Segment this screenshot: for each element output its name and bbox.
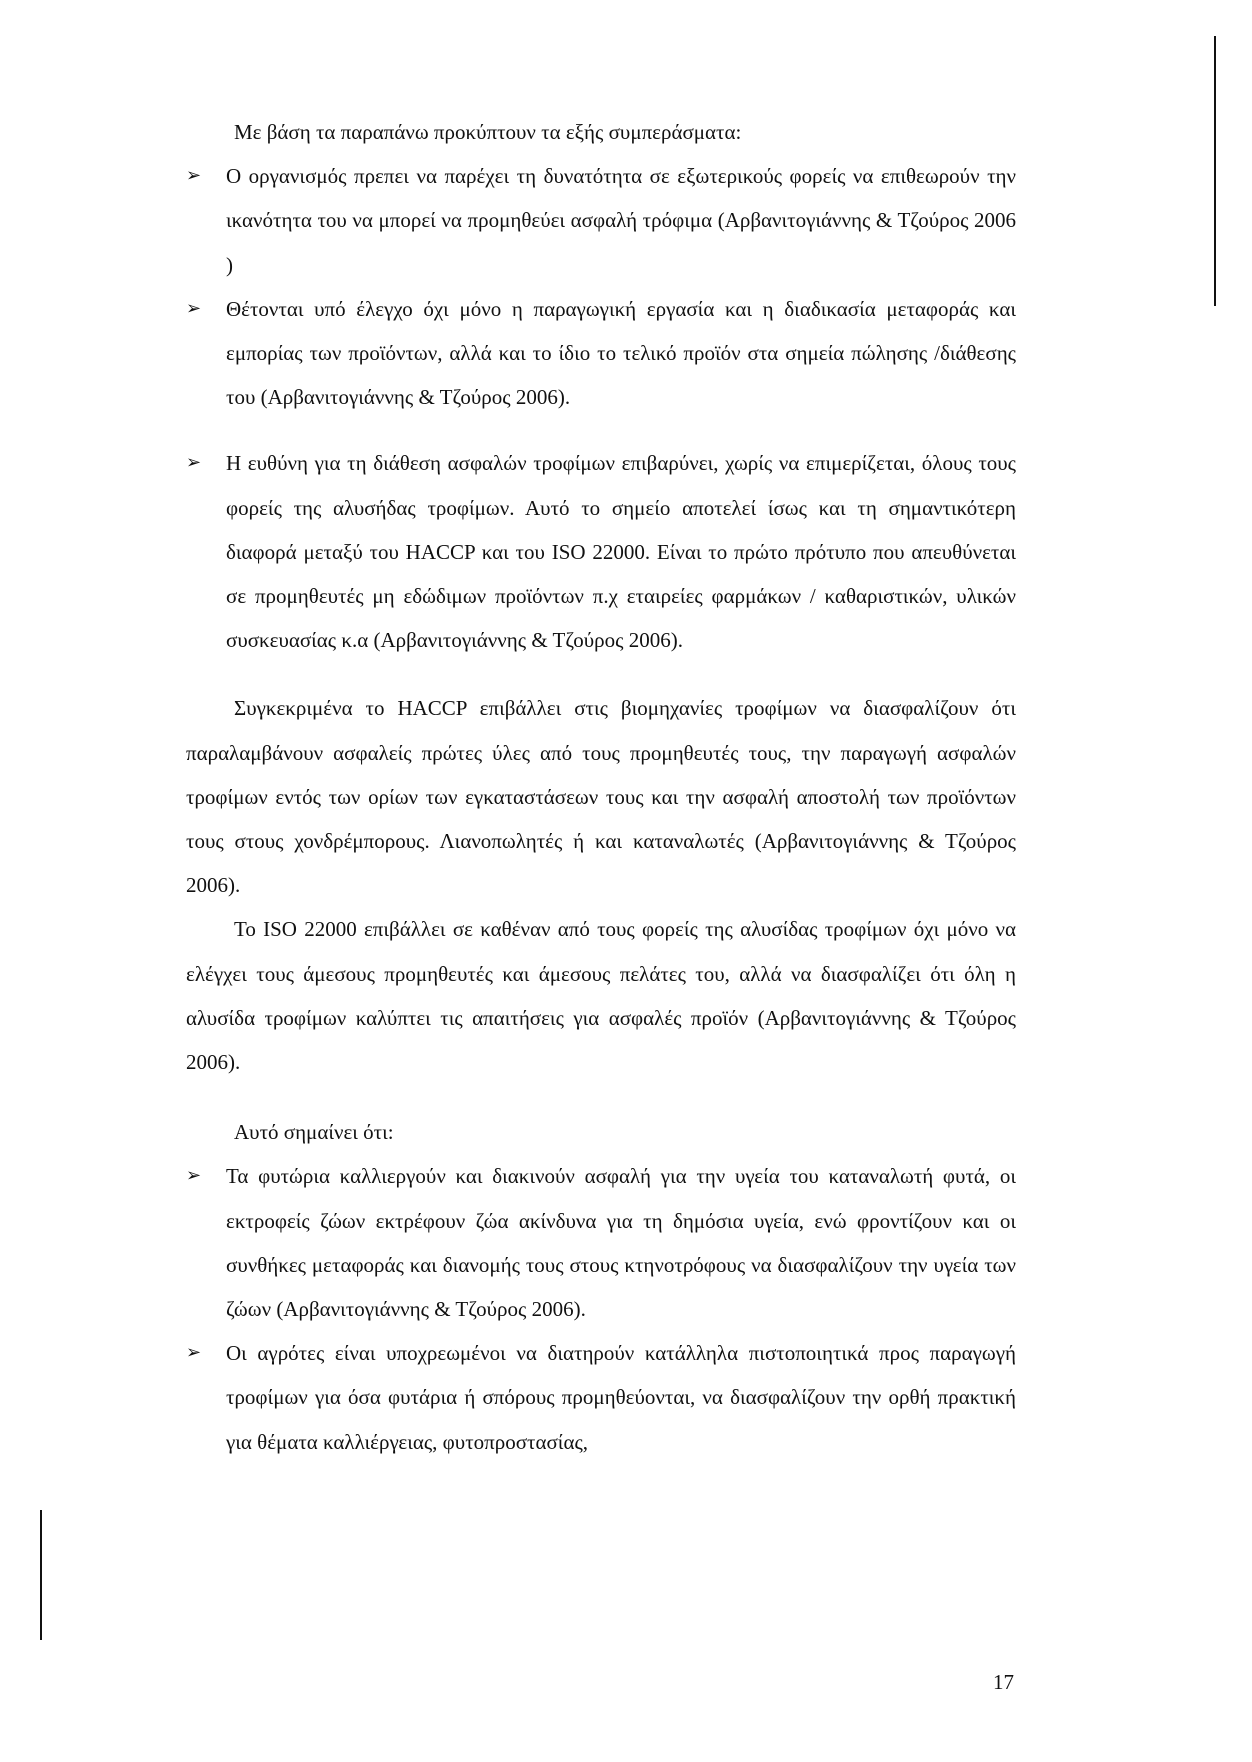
intro-line-conclusions: Με βάση τα παραπάνω προκύπτουν τα εξής συμπεράσματα: bbox=[234, 120, 742, 144]
arrow-bullet-icon: ➢ bbox=[186, 165, 202, 187]
bullet-text: Θέτονται υπό έλεγχο όχι μόνο η παραγωγική εργασία και η διαδικασία μεταφοράς και εμπορίας των προϊόντων, αλλά και το ίδιο το τελικό προϊόν στα σημεία πώλησης /διάθεσης του (Αρβανιτογιάννης & Τζούρος 2006). bbox=[226, 296, 1016, 410]
intro-line-meaning: Αυτό σημαίνει ότι: bbox=[234, 1120, 394, 1145]
bullet-item bbox=[186, 154, 1016, 287]
bullet-text: Η ευθύνη για τη διάθεση ασφαλών τροφίμων επιβαρύνει, χωρίς να επιμερίζεται, όλους τους φορείς της αλυσήδας τροφίμων. Αυτό το σημείο αποτελεί ίσως και τη σημαντικότερη διαφορά μεταξύ του HACCP και του ISO 22000. Είναι το πρώτο πρότυπο που απευθύνεται σε προμηθευτές μη εδώδιμων προϊόντων π.χ εταιρείες φαρμάκων / καθαριστικών, υλικών συσκευασίας κ.α (Αρβανιτογιάννης & Τζούρος 2006). bbox=[226, 451, 1016, 653]
bullet-item bbox=[186, 441, 1016, 662]
page-body bbox=[186, 110, 1016, 1464]
arrow-bullet-icon: ➢ bbox=[186, 1165, 202, 1187]
bullet-item bbox=[186, 287, 1016, 420]
page-number: 17 bbox=[993, 1670, 1014, 1694]
arrow-bullet-icon: ➢ bbox=[186, 1342, 202, 1364]
bullet-item bbox=[186, 1154, 1016, 1331]
bullet-text: Οι αγρότες είναι υποχρεωμένοι να διατηρούν κατάλληλα πιστοποιητικά προς παραγωγή τροφίμων για όσα φυτάρια ή σπόρους προμηθεύονται, να διασφαλίζουν την ορθή πρακτική για θέματα καλλιέργειας, φυτοπροστασίας, bbox=[226, 1341, 1016, 1454]
scan-edge-line-left bbox=[40, 1510, 42, 1640]
bullet-text: Ο οργανισμός πρεπει να παρέχει τη δυνατότητα σε εξωτερικούς φορείς να επιθεωρούν την ικανότητα του να μπορεί να προμηθεύει ασφαλή τρόφιμα (Αρβανιτογιάννης & Τζούρος 2006 ) bbox=[226, 164, 1016, 277]
scan-edge-line-right bbox=[1214, 36, 1216, 306]
paragraph-iso: Το ISO 22000 επιβάλλει σε καθέναν από τους φορείς της αλυσίδας τροφίμων όχι μόνο να ελέγχει τους άμεσους προμηθευτές και άμεσους πελάτες του, αλλά να διασφαλίζει ότι όλη η αλυσίδα τροφίμων καλύπτει τις απαιτήσεις για ασφαλές προϊόν (Αρβανιτογιάννης & Τζούρος 2006). bbox=[186, 917, 1016, 1075]
arrow-bullet-icon: ➢ bbox=[186, 297, 202, 319]
arrow-bullet-icon: ➢ bbox=[186, 452, 202, 474]
bullet-item bbox=[186, 1331, 1016, 1464]
bullet-text: Τα φυτώρια καλλιεργούν και διακινούν ασφαλή για την υγεία του καταναλωτή φυτά, οι εκτροφείς ζώων εκτρέφουν ζώα ακίνδυνα για τη δημόσια υγεία, ενώ φροντίζουν και οι συνθήκες μεταφοράς και διανομής τους στους κτηνοτρόφους να διασφαλίζουν την υγεία των ζώων (Αρβανιτογιάννης & Τζούρος 2006). bbox=[226, 1164, 1016, 1322]
paragraph-haccp: Συγκεκριμένα το HACCP επιβάλλει στις βιομηχανίες τροφίμων να διασφαλίζουν ότι παραλαμβάνουν ασφαλείς πρώτες ύλες από τους προμηθευτές τους, την παραγωγή ασφαλών τροφίμων εντός των ορίων των εγκαταστάσεων τους και την ασφαλή αποστολή των προϊόντων τους στους χονδρέμπορους. Λιανοπωλητές ή και καταναλωτές (Αρβανιτογιάννης & Τζούρος 2006). bbox=[186, 696, 1016, 898]
